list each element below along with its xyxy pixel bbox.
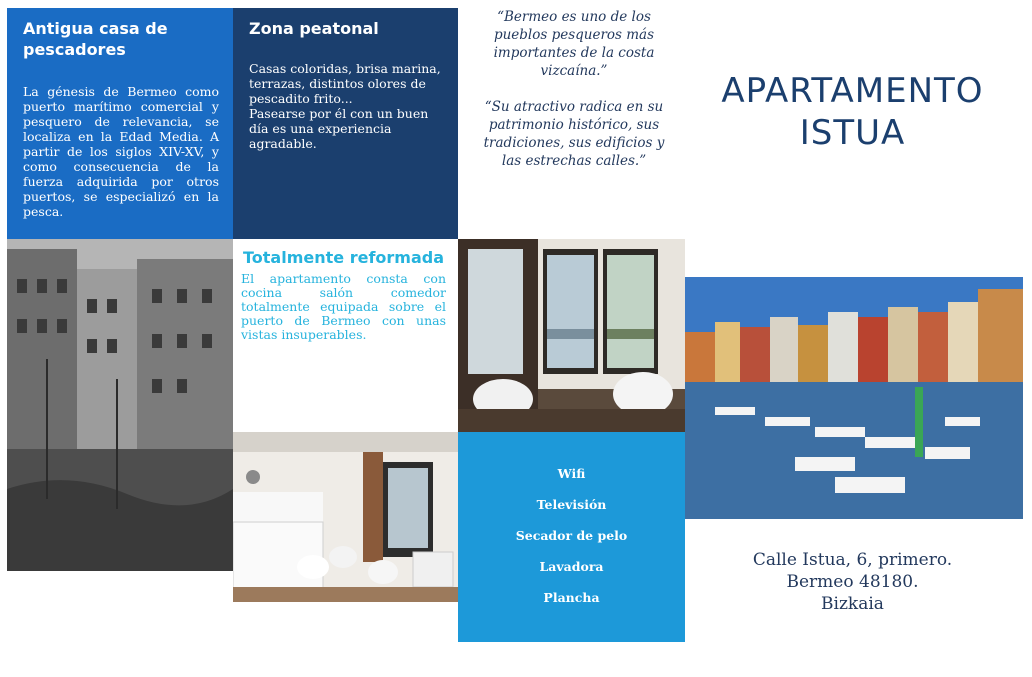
pedestrian-panel (233, 8, 458, 239)
address-block (690, 549, 1015, 615)
brand-title-line-2: ISTUA (799, 113, 906, 153)
amenity-iron: Plancha (543, 590, 600, 605)
amenity-wifi: Wifi (557, 466, 586, 481)
quotes-block (480, 8, 668, 238)
quote-heritage: “Su atractivo radica en su patrimonio histórico, sus tradiciones, sus edificios y las estrechas calles.” (483, 99, 665, 169)
reformed-panel (233, 239, 458, 432)
amenity-tv: Televisión (536, 497, 607, 512)
pedestrian-body-2: Pasearse por él con un buen día es una experiencia agradable. (249, 106, 429, 151)
pedestrian-body-1: Casas coloridas, brisa marina, terrazas, distintos olores de pescadito frito... (249, 61, 441, 106)
kitchen-photo (233, 432, 458, 602)
address-line-2: Bermeo 48180. (786, 572, 919, 592)
reformed-body: El apartamento consta con cocina salón comedor totalmente equipada sobre el puerto de Bermeo con unas vistas insuperables. (241, 271, 446, 342)
brand-title-line-1: APARTAMENTO (721, 71, 984, 111)
address-line-1: Calle Istua, 6, primero. (752, 550, 953, 570)
reformed-title: Totalmente reformada (243, 248, 444, 267)
quote-fishing-town: “Bermeo es uno de los pueblos pesqueros más importantes de la costa vizcaína.” (493, 9, 655, 79)
history-panel (7, 8, 233, 239)
history-body: La génesis de Bermeo como puerto marítimo comercial y pesquero de relevancia, se localiza en la Edad Media. A partir de los siglos XIV-XV, y como consecuencia de la fuerza adquirida por otros puertos, se especializó en la pesca. (23, 84, 219, 219)
brand-title (690, 70, 1015, 154)
living-room-photo (458, 239, 685, 432)
pedestrian-title: Zona peatonal (249, 19, 379, 38)
history-title: Antigua casa de pescadores (23, 19, 168, 59)
harbour-photo (685, 277, 1023, 519)
amenity-washer: Lavadora (539, 559, 604, 574)
old-harbour-photo (7, 239, 233, 571)
amenity-hair-dryer: Secador de pelo (515, 528, 628, 543)
amenities-panel (458, 432, 685, 642)
address-line-3: Bizkaia (821, 594, 884, 614)
